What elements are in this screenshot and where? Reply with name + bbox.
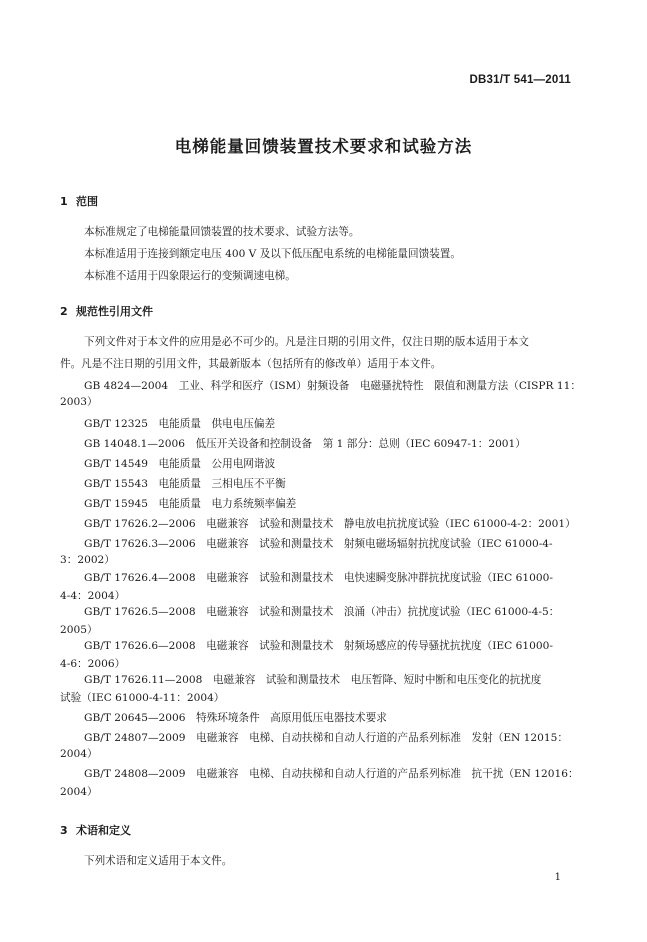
reference-item: GB/T 17626.2—2006 电磁兼容 试验和测量技术 静电放电抗扰度试验（IEC 61000-4-2：2001） [84,518,576,530]
section-1-paragraph: 本标准不适用于四象限运行的变频调速电梯。 [84,270,296,282]
reference-item: GB/T 15543 电能质量 三相电压不平衡 [84,478,286,490]
reference-item: GB/T 17626.5—2008 电磁兼容 试验和测量技术 浪涌（冲击）抗扰度试验（IEC 61000-4-5： [84,606,560,618]
reference-item: GB/T 20645—2006 特殊环境条件 高原用低压电器技术要求 [84,712,387,724]
section-2-heading [60,303,153,319]
reference-item: GB/T 14549 电能质量 公用电网谐波 [84,458,276,470]
section-3-heading [60,822,131,838]
reference-item-continued: 2005） [60,624,98,636]
section-title: 规范性引用文件 [76,305,153,318]
document-title: 电梯能量回馈装置技术要求和试验方法 [174,137,473,156]
reference-item-continued: 4-4：2004） [60,590,126,602]
reference-item-continued: 2004） [60,786,98,798]
reference-item: GB/T 17626.6—2008 电磁兼容 试验和测量技术 射频场感应的传导骚扰抗扰度（IEC 61000- [84,640,553,652]
section-3-paragraph: 下列术语和定义适用于本文件。 [84,855,233,867]
reference-item-continued: 4-6：2006） [60,658,126,670]
reference-item-continued: 2003） [60,396,98,408]
section-1-heading [60,193,98,209]
reference-item: GB/T 15945 电能质量 电力系统频率偏差 [84,498,297,510]
reference-item: GB 4824—2004 工业、科学和医疗（ISM）射频设备 电磁骚扰特性 限值和测量方法（CISPR 11： [84,380,581,392]
reference-item: GB/T 17626.11—2008 电磁兼容 试验和测量技术 电压暂降、短时中断和电压变化的抗扰度 [84,674,542,686]
reference-item-continued: 3：2002） [60,554,115,566]
section-2-intro: 下列文件对于本文件的应用是必不可少的。凡是注日期的引用文件，仅注日期的版本适用于本文 [84,336,529,348]
reference-item: GB/T 24807—2009 电磁兼容 电梯、自动扶梯和自动人行道的产品系列标准 发射（EN 12015： [84,732,568,744]
section-number: 3 [60,824,68,837]
reference-item-continued: 试验（IEC 61000-4-11：2004） [60,692,225,704]
reference-item: GB/T 24808—2009 电磁兼容 电梯、自动扶梯和自动人行道的产品系列标准 抗干扰（EN 12016： [84,768,579,780]
section-number: 2 [60,305,68,318]
section-1-paragraph: 本标准适用于连接到额定电压 400 V 及以下低压配电系统的电梯能量回馈装置。 [84,248,461,260]
section-title: 范围 [76,195,98,208]
reference-item: GB 14048.1—2006 低压开关设备和控制设备 第 1 部分：总则（IEC 60947-1：2001） [84,438,526,450]
page-number: 1 [554,872,561,883]
reference-item: GB/T 12325 电能质量 供电电压偏差 [84,418,276,430]
reference-item: GB/T 17626.4—2008 电磁兼容 试验和测量技术 电快速瞬变脉冲群抗扰度试验（IEC 61000- [84,572,553,584]
section-2-intro-continued: 件。凡是不注日期的引用文件，其最新版本（包括所有的修改单）适用于本文件。 [60,358,442,370]
section-1-paragraph: 本标准规定了电梯能量回馈装置的技术要求、试验方法等。 [84,226,360,238]
reference-item-continued: 2004） [60,748,98,760]
section-number: 1 [60,195,68,208]
standard-code: DB31/T 541—2011 [469,74,571,86]
section-title: 术语和定义 [76,824,131,837]
reference-item: GB/T 17626.3—2006 电磁兼容 试验和测量技术 射频电磁场辐射抗扰度试验（IEC 61000-4- [84,538,553,550]
